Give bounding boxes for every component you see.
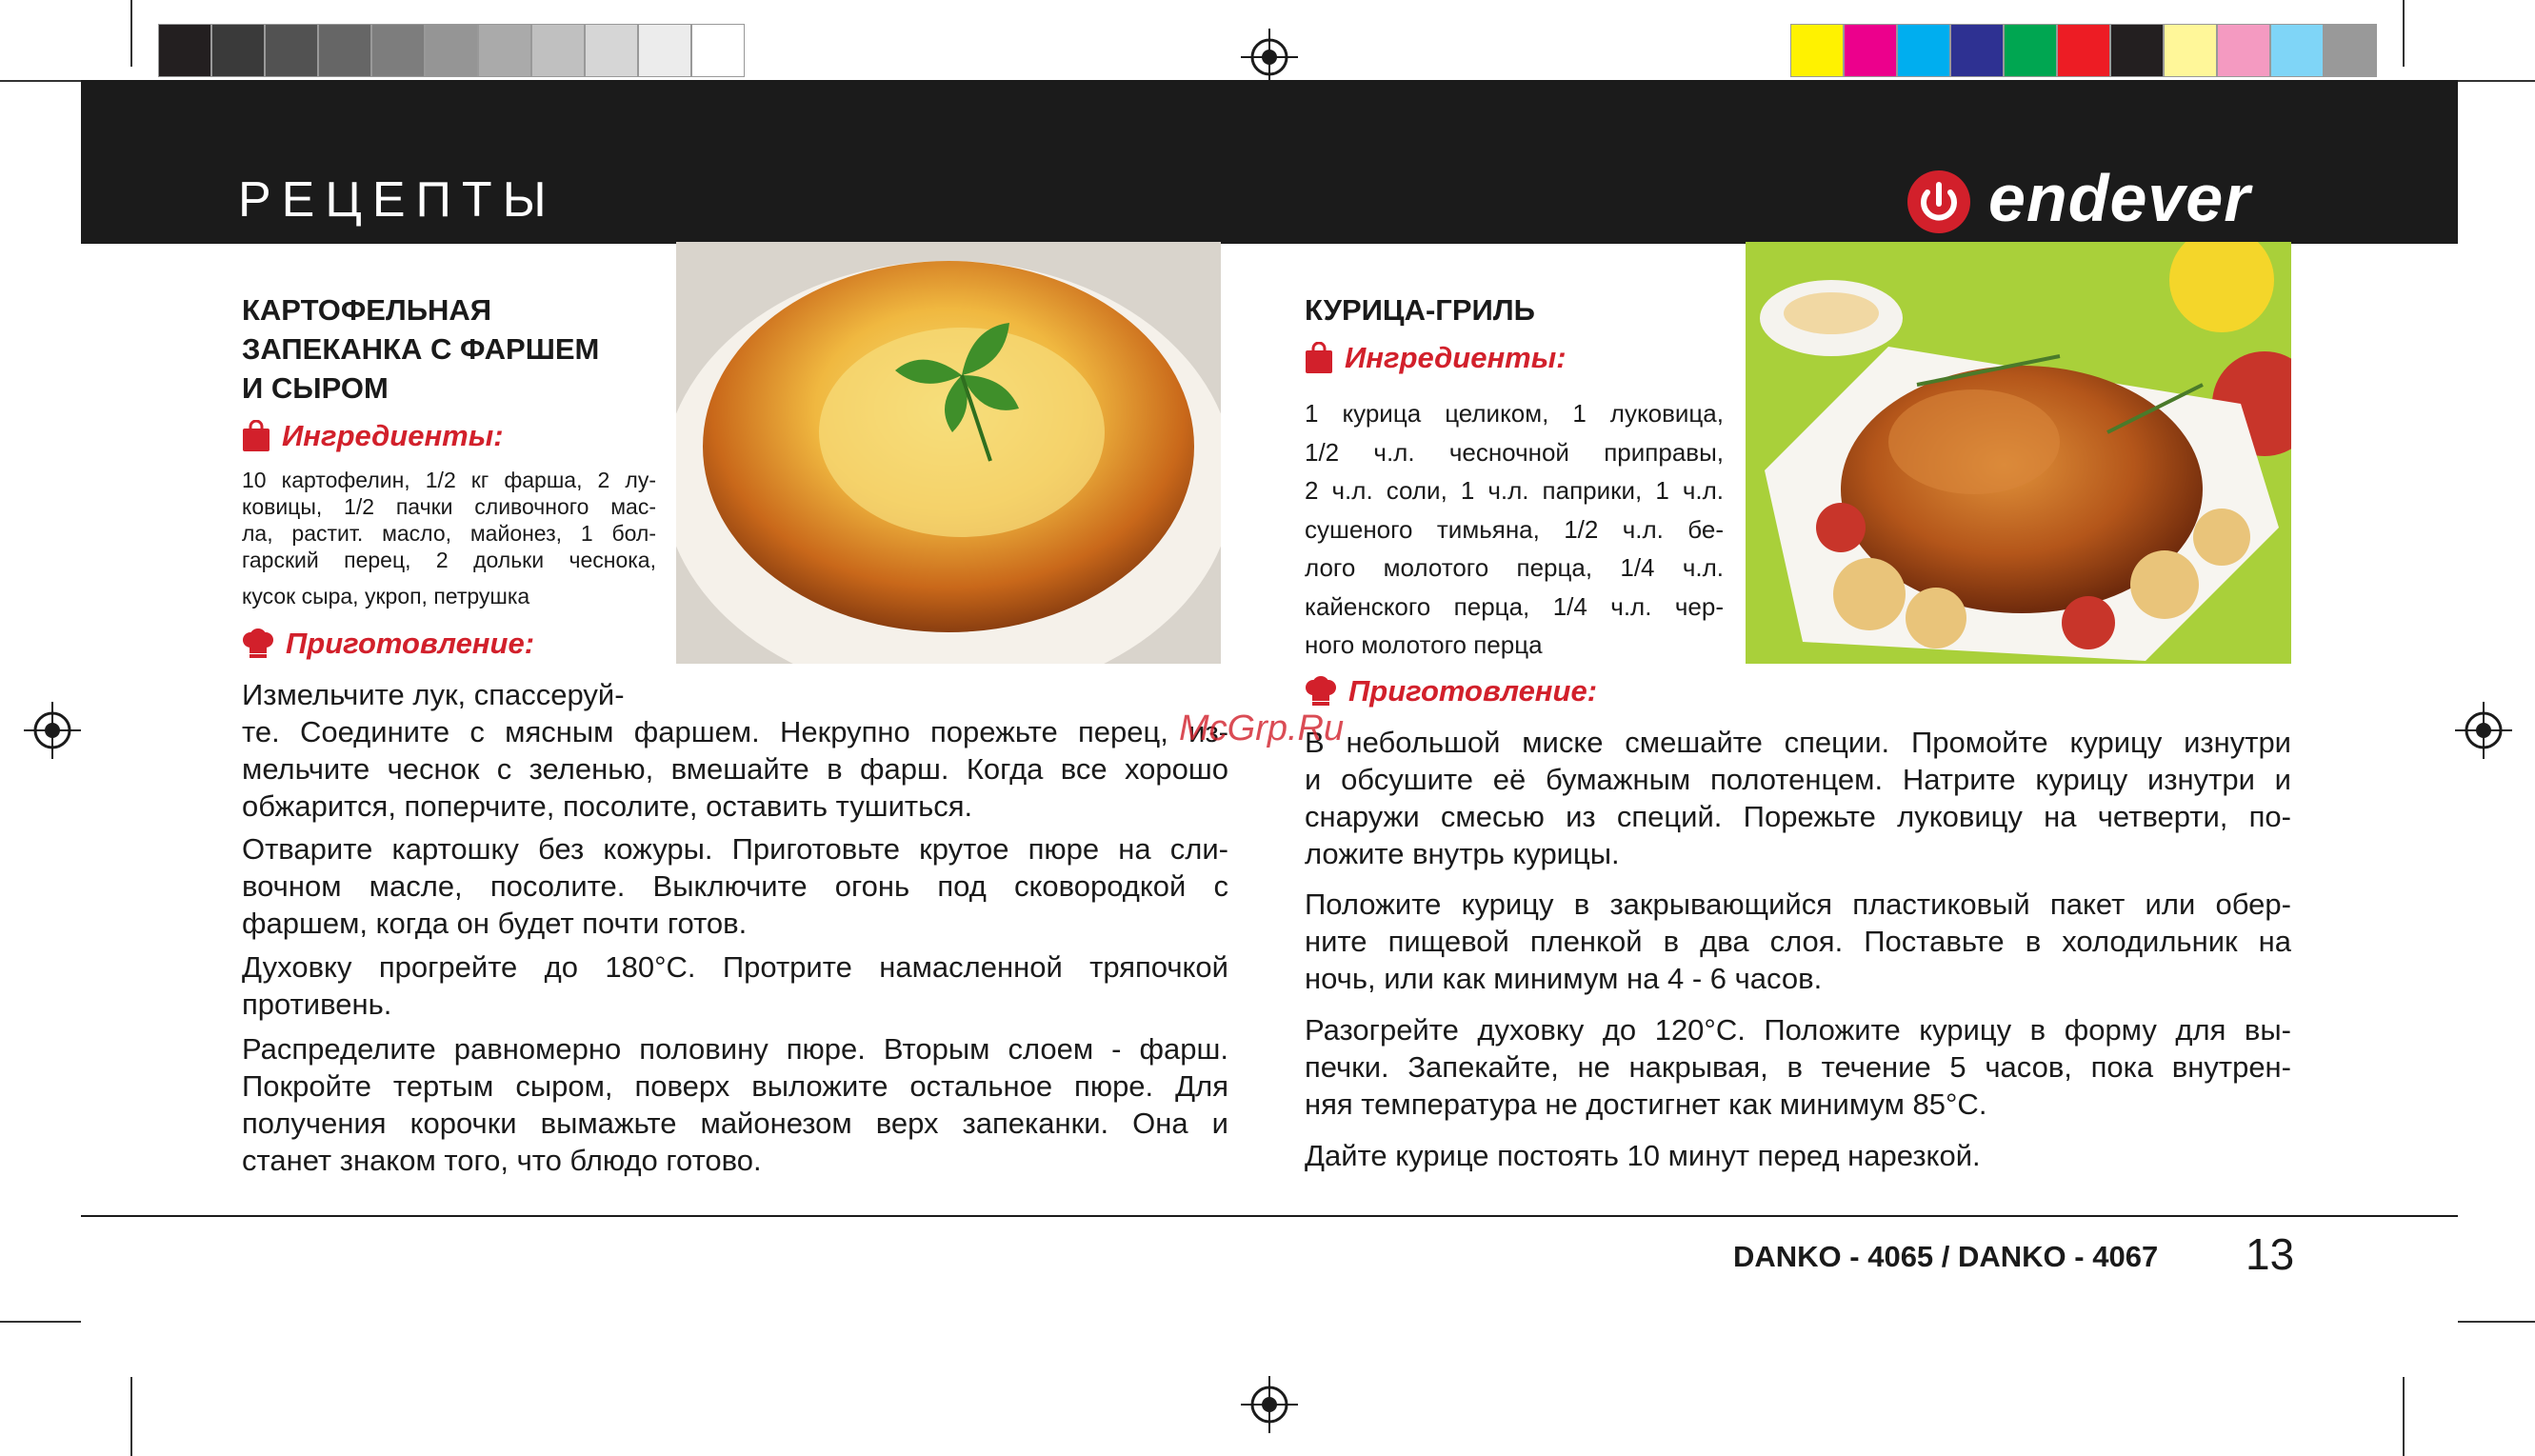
color-swatch [265, 24, 318, 77]
recipe1-preparation-heading [242, 627, 534, 661]
power-icon [1905, 168, 1973, 236]
chef-hat-icon [1305, 676, 1337, 707]
color-swatch [1790, 24, 1844, 77]
recipe2-title: КУРИЦА-ГРИЛЬ [1305, 293, 1535, 327]
color-swatch [531, 24, 585, 77]
ingredients-label: Ингредиенты: [1345, 341, 1567, 374]
color-swatch [371, 24, 425, 77]
color-swatch [158, 24, 211, 77]
footer-rule [81, 1215, 2458, 1217]
recipe2-preparation-heading [1305, 674, 1597, 708]
registration-mark-icon [1241, 1376, 1298, 1433]
color-swatch [638, 24, 691, 77]
model-label: DANKO - 4065 / DANKO - 4067 [1733, 1240, 2159, 1273]
color-swatch [318, 24, 371, 77]
recipe1-paragraph-4: Распределите равномерно половину пюре. Вторым слоем - фарш. Покройте тертым сыром, поверх выложите остальное пюре. Для получения корочки вымажьте майонезом верх запеканки. Она и станет знаком того, что блюдо готово. [242, 1032, 1228, 1177]
color-swatch [2164, 24, 2217, 77]
recipe1-title: КАРТОФЕЛЬНАЯ ЗАПЕКАНКА С ФАРШЕМ И СЫРОМ [242, 293, 600, 405]
color-swatch [1950, 24, 2004, 77]
recipe1-paragraph-1: Измельчите лук, спассеруй- те. Соедините с мясным фаршем. Некрупно порежьте перец, из- мельчите чеснок с зеленью, вмешайте в фарш. Когда все хорошо обжарится, поперчите, посолите, оставить тушиться. [242, 678, 1228, 823]
crop-mark [130, 0, 132, 67]
color-swatch [2270, 24, 2324, 77]
recipe2-paragraph-2: Положите курицу в закрывающийся пластиковый пакет или обер- ните пищевой пленкой в два слоя. Поставьте в холодильник на ночь, или как минимум на 4 - 6 часов. [1305, 888, 2291, 995]
recipe1-paragraph-3: Духовку прогрейте до 180°С. Протрите намасленной тряпочкой противень. [242, 950, 1228, 1021]
color-swatch [1897, 24, 1950, 77]
chef-hat-icon [242, 628, 274, 659]
casserole-photo [676, 242, 1221, 664]
page-number: 13 [2246, 1229, 2295, 1279]
color-swatch [2004, 24, 2057, 77]
crop-mark [2403, 0, 2405, 67]
recipe2-paragraph-1: В небольшой миске смешайте специи. Промойте курицу изнутри и обсушите её бумажным полотенцем. Натрите курицу изнутри и снаружи смесью из специй. Порежьте луковицу на четверти, по- ложите внутрь курицы. [1305, 726, 2291, 870]
crop-mark [2458, 1321, 2535, 1323]
recipe1-ingredients-list: 10 картофелин, 1/2 кг фарша, 2 лу- ковицы, 1/2 пачки сливочного мас- ла, растит. масло, майонез, 1 бол- гарский перец, 2 дольки чеснока, кусок сыра, укроп, петрушка [242, 468, 656, 608]
color-swatch [2057, 24, 2110, 77]
color-swatch [1844, 24, 1897, 77]
chicken-photo [1746, 242, 2291, 664]
watermark: McGrp.Ru [1179, 708, 1345, 748]
preparation-label: Приготовление: [286, 627, 535, 660]
shopping-bag-icon [242, 420, 270, 452]
color-swatch [425, 24, 478, 77]
recipe1-ingredients-heading [242, 419, 504, 453]
shopping-bag-icon [1305, 342, 1333, 374]
registration-mark-icon [24, 702, 81, 759]
crop-mark [2458, 80, 2535, 82]
registration-mark-icon [1241, 29, 1298, 86]
recipe2-ingredients-list: 1 курица целиком, 1 луковица, 1/2 ч.л. чесночной приправы, 2 ч.л. соли, 1 ч.л. паприки, 1 ч.л. сушеного тимьяна, 1/2 ч.л. бе- лого молотого перца, 1/4 ч.л. кайенского перца, 1/4 ч.л. чер- ного молотого перца [1305, 399, 1724, 659]
crop-mark [0, 1321, 81, 1323]
registration-mark-icon [2455, 702, 2512, 759]
ingredients-label: Ингредиенты: [282, 419, 504, 452]
recipe2-ingredients-heading [1305, 341, 1567, 375]
color-swatch [2110, 24, 2164, 77]
brand-logo: endever [1988, 161, 2251, 235]
crop-mark [0, 80, 81, 82]
preparation-label: Приготовление: [1348, 674, 1598, 708]
recipe2-paragraph-3: Разогрейте духовку до 120°С. Положите курицу в форму для вы- печки. Запекайте, не накрывая, в течение 5 часов, пока внутрен- няя температура не достигнет как минимум 85°С. [1305, 1013, 2291, 1121]
recipe2-paragraph-4: Дайте курице постоять 10 минут перед нарезкой. [1305, 1139, 1981, 1172]
section-title: РЕЦЕПТЫ [238, 172, 557, 228]
color-swatch [585, 24, 638, 77]
color-swatch [691, 24, 745, 77]
color-swatch [211, 24, 265, 77]
recipe1-paragraph-2: Отварите картошку без кожуры. Приготовьте крутое пюре на сли- вочном масле, посолите. Выключите огонь под сковородкой с фаршем, когда он будет почти готов. [242, 832, 1228, 940]
color-swatch [2324, 24, 2377, 77]
color-swatch [478, 24, 531, 77]
crop-mark [130, 1377, 132, 1456]
color-swatch [2217, 24, 2270, 77]
crop-mark [2403, 1377, 2405, 1456]
